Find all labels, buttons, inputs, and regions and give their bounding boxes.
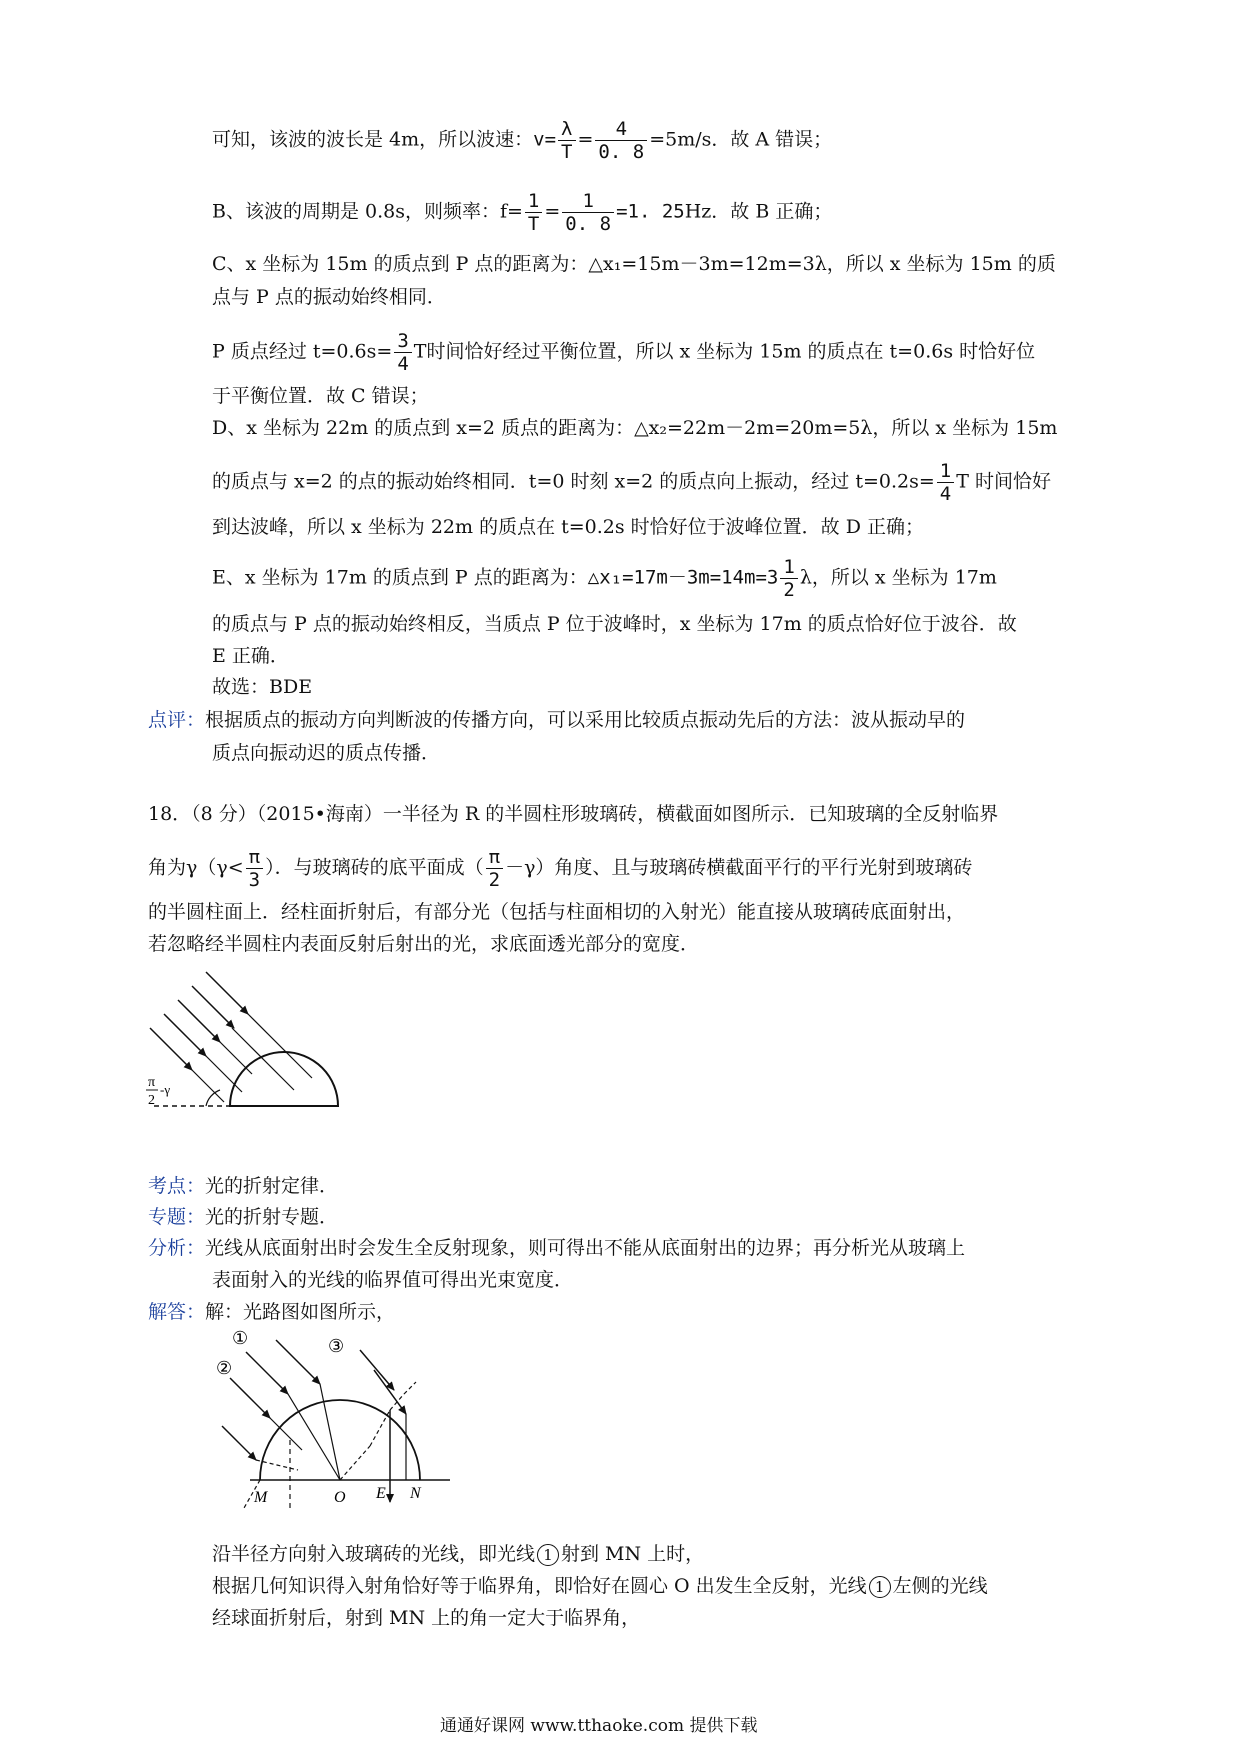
kaodian-row: 考点：光的折射定律． [148, 1175, 339, 1197]
point-o: O [334, 1489, 346, 1506]
question-18-line-2: 角为γ（γ< $\frac{\pi}{3}$ ）．与玻璃砖的底平面成（ $\frac{\pi}{2}$ －γ）角度、且与玻璃砖横截面平行的平行光射到玻璃砖 [148, 846, 973, 891]
angle-label-den: 2 [148, 1093, 155, 1108]
comment-label: 点评： [148, 709, 206, 731]
solution-step-2: 根据几何知识得入射角恰好等于临界角，即恰好在圆心 O 出发生全反射，光线 1 左侧的光线 [212, 1575, 988, 1597]
solution-line-8: 的质点与 x=2 的点的振动始终相同．t=0 时刻 x=2 的质点向上振动，经过 t=0.2s= $\frac{1}{4}$ T 时间恰好 [212, 460, 1051, 505]
fraction: $\frac{1}{4}$ [937, 460, 954, 505]
fraction: $\frac{4}{0. 8}$ [595, 118, 647, 163]
ray-label-1: ① [232, 1330, 249, 1348]
point-n: N [410, 1485, 421, 1502]
fenxi-label: 分析： [148, 1237, 206, 1259]
fraction: $\frac{\lambda}{T}$ [558, 118, 575, 163]
point-m: M [254, 1489, 268, 1506]
light-ray [150, 1028, 192, 1070]
zhuanti-label: 专题： [148, 1206, 206, 1228]
solution-line-11: 的质点与 P 点的振动始终相反，当质点 P 位于波峰时，x 坐标为 17m 的质点恰好位于波谷．故 [212, 613, 1017, 635]
fenxi-row: 分析：光线从底面射出时会发生全反射现象，则可得出不能从底面射出的边界；再分析光从玻璃上 [148, 1237, 966, 1259]
fraction: $\frac{\pi}{3}$ [246, 846, 263, 891]
solution-line-3: C、x 坐标为 15m 的质点到 P 点的距离为：△x₁=15m－3m=12m=3λ，所以 x 坐标为 15m 的质 [212, 253, 1056, 275]
point-e: E [376, 1485, 386, 1502]
solution-figure [210, 1330, 470, 1520]
fraction: $\frac{\pi}{2}$ [486, 846, 503, 891]
jieda-row: 解答：解：光路图如图所示， [148, 1301, 396, 1323]
solution-line-6: 于平衡位置．故 C 错误； [212, 385, 429, 407]
question-18-line-3: 的半圆柱面上．经柱面折射后，有部分光（包括与柱面相切的入射光）能直接从玻璃砖底面射出， [148, 901, 966, 923]
solution-line-13: 故选：BDE [212, 676, 313, 698]
solution-line-1: 可知，该波的波长是 4m，所以波速：v= $\frac{\lambda}{T}$ = $\frac{4}{0. 8}$ =5m/s．故 A 错误； [212, 118, 833, 163]
fraction: $\frac{1}{T}$ [525, 190, 542, 235]
fenxi-line-2: 表面射入的光线的临界值可得出光束宽度． [212, 1269, 574, 1291]
solution-line-2: B、该波的周期是 0.8s，则频率：f= $\frac{1}{T}$ = $\frac{1}{0. 8}$ =1. 25Hz．故 B 正确； [212, 190, 833, 235]
angle-label-num: π [148, 1075, 156, 1090]
circled-number: 1 [869, 1576, 891, 1598]
ray-label-2: ② [216, 1358, 233, 1378]
fraction: $\frac{1}{0. 8}$ [562, 190, 614, 235]
jieda-label: 解答： [148, 1301, 206, 1323]
kaodian-label: 考点： [148, 1175, 206, 1197]
fraction: $\frac{3}{4}$ [394, 330, 411, 375]
zhuanti-row: 专题：光的折射专题． [148, 1206, 339, 1228]
fraction: $\frac{1}{2}$ [780, 556, 797, 601]
solution-line-7: D、x 坐标为 22m 的质点到 x=2 质点的距离为：△x₂=22m－2m=20m=5λ，所以 x 坐标为 15m [212, 417, 1058, 439]
solution-step-1: 沿半径方向射入玻璃砖的光线，即光线 1 射到 MN 上时， [212, 1543, 705, 1565]
ray-label-3: ③ [328, 1336, 345, 1356]
comment-block: 点评：根据质点的振动方向判断波的传播方向，可以采用比较质点振动先后的方法：波从振动早的 [148, 709, 966, 731]
solution-line-4: 点与 P 点的振动始终相同． [212, 286, 446, 308]
solution-line-5: P 质点经过 t=0.6s= $\frac{3}{4}$ T时间恰好经过平衡位置，所以 x 坐标为 15m 的质点在 t=0.6s 时恰好位 [212, 330, 1036, 375]
solution-line-9: 到达波峰，所以 x 坐标为 22m 的质点在 t=0.2s 时恰好位于波峰位置．故 D 正确； [212, 516, 924, 538]
page-footer: 通通好课网 www.tthaoke.com 提供下载 [440, 1716, 758, 1736]
glass-semicircle [230, 1052, 338, 1106]
circled-number: 1 [537, 1544, 559, 1566]
solution-line-12: E 正确． [212, 645, 289, 667]
question-figure [142, 968, 372, 1118]
solution-step-3: 经球面折射后，射到 MN 上的角一定大于临界角， [212, 1607, 641, 1629]
angle-label-dash: -γ [160, 1082, 171, 1097]
glass-semicircle [260, 1400, 420, 1480]
question-18-line-1: 18．（8 分）（2015•海南）一半径为 R 的半圆柱形玻璃砖，横截面如图所示．已知玻璃的全反射临界 [148, 803, 999, 825]
question-18-line-4: 若忽略经半圆柱内表面反射后射出的光，求底面透光部分的宽度． [148, 933, 700, 955]
solution-line-10: E、x 坐标为 17m 的质点到 P 点的距离为：△x₁=17m－3m=14m=3 $\frac{1}{2}$ λ，所以 x 坐标为 17m [212, 556, 997, 601]
comment-line-2: 质点向振动迟的质点传播． [212, 742, 441, 764]
